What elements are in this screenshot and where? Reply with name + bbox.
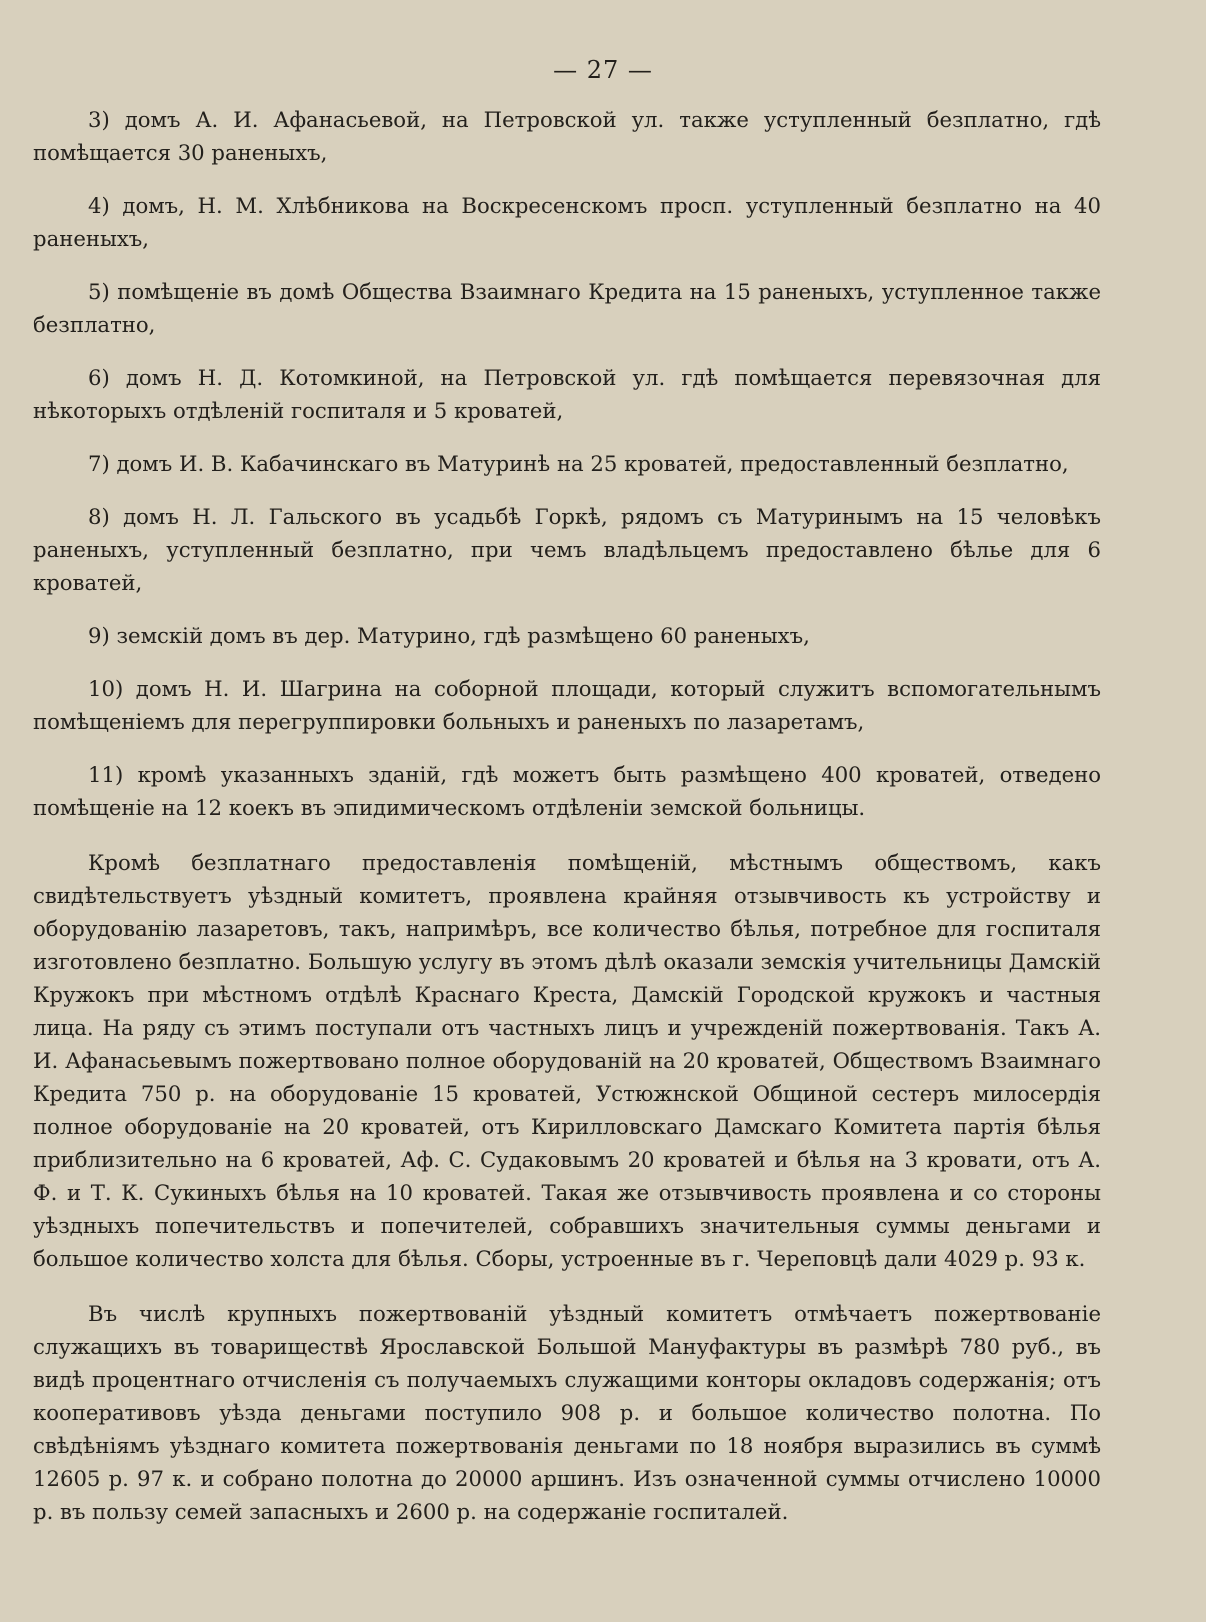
list-item-9: 9) земскій домъ въ дер. Матурино, гдѣ размѣщено 60 раненыхъ, bbox=[88, 623, 810, 648]
page-body bbox=[33, 103, 1101, 1550]
list-item-6: 6) домъ Н. Д. Котомкиной, на Петровской ул. гдѣ помѣщается перевязочная для нѣкоторыхъ отдѣленій госпиталя и 5 кроватей, bbox=[33, 365, 1101, 423]
list-item-5: 5) помѣщеніе въ домѣ Общества Взаимнаго Кредита на 15 раненыхъ, уступленное также безплатно, bbox=[33, 279, 1101, 337]
list-item-10: 10) домъ Н. И. Шагрина на соборной площади, который служитъ вспомогательнымъ помѣщеніемъ для перегруппировки больныхъ и раненыхъ по лазаретамъ, bbox=[33, 676, 1101, 734]
paragraph-major-donations: Въ числѣ крупныхъ пожертвованій уѣздный комитетъ отмѣчаетъ пожертвованіе служащихъ въ товариществѣ Ярославской Большой Мануфактуры въ размѣрѣ 780 руб., въ видѣ процентнаго отчисленія съ получаемыхъ служащими конторы окладовъ содержанія; отъ кооперативовъ уѣзда деньгами поступило 908 р. и большое количество полотна. По свѣдѣніямъ уѣзднаго комитета пожертвованія деньгами по 18 ноября выразились въ суммѣ 12605 р. 97 к. и собрано полотна до 20000 аршинъ. Изъ означенной суммы отчислено 10000 р. въ пользу семей запасныхъ и 2600 р. на содержаніе госпиталей. bbox=[33, 1301, 1101, 1524]
list-item-8: 8) домъ Н. Л. Гальского въ усадьбѣ Горкѣ, рядомъ съ Матуринымъ на 15 человѣкъ раненыхъ, уступленный безплатно, при чемъ владѣльцемъ предоставлено бѣлье для 6 кроватей, bbox=[33, 504, 1101, 595]
list-item-7: 7) домъ И. В. Кабачинскаго въ Матуринѣ на 25 кроватей, предоставленный безплатно, bbox=[88, 451, 1069, 476]
paragraph-donations: Кромѣ безплатнаго предоставленія помѣщеній, мѣстнымъ обществомъ, какъ свидѣтельствуетъ уѣздный комитетъ, проявлена крайняя отзывчивость къ устройству и оборудованію лазаретовъ, такъ, напримѣръ, все количество бѣлья, потребное для госпиталя изготовлено безплатно. Большую услугу въ этомъ дѣлѣ оказали земскія учительницы Дамскій Кружокъ при мѣстномъ отдѣлѣ Краснаго Креста, Дамскій Городской кружокъ и частныя лица. На ряду съ этимъ поступали отъ частныхъ лицъ и учрежденій пожертвованія. Такъ А. И. Афанасьевымъ пожертвовано полное оборудованій на 20 кроватей, Обществомъ Взаимнаго Кредита 750 р. на оборудованіе 15 кроватей, Устюжнской Общиной сестеръ милосердія полное оборудованіе на 20 кроватей, отъ Кирилловскаго Дамскаго Комитета партія бѣлья приблизительно на 6 кроватей, Аф. С. Судаковымъ 20 кроватей и бѣлья на 3 кровати, отъ А. Ф. и Т. К. Сукиныхъ бѣлья на 10 кроватей. Такая же отзывчивость проявлена и со стороны уѣздныхъ попечительствъ и попечителей, собравшихъ значительныя суммы деньгами и большое количество холста для бѣлья. Сборы, устроенные въ г. Череповцѣ дали 4029 р. 93 к. bbox=[33, 850, 1101, 1271]
page-number: — 27 — bbox=[553, 56, 653, 84]
list-item-11: 11) кромѣ указанныхъ зданій, гдѣ можетъ быть размѣщено 400 кроватей, отведено помѣщеніе на 12 коекъ въ эпидимическомъ отдѣленіи земской больницы. bbox=[33, 762, 1101, 820]
list-item-3: 3) домъ А. И. Афанасьевой, на Петровской ул. также уступленный безплатно, гдѣ помѣщается 30 раненыхъ, bbox=[33, 107, 1101, 165]
list-item-4: 4) домъ, Н. М. Хлѣбникова на Воскресенскомъ просп. уступленный безплатно на 40 раненыхъ, bbox=[33, 193, 1101, 251]
